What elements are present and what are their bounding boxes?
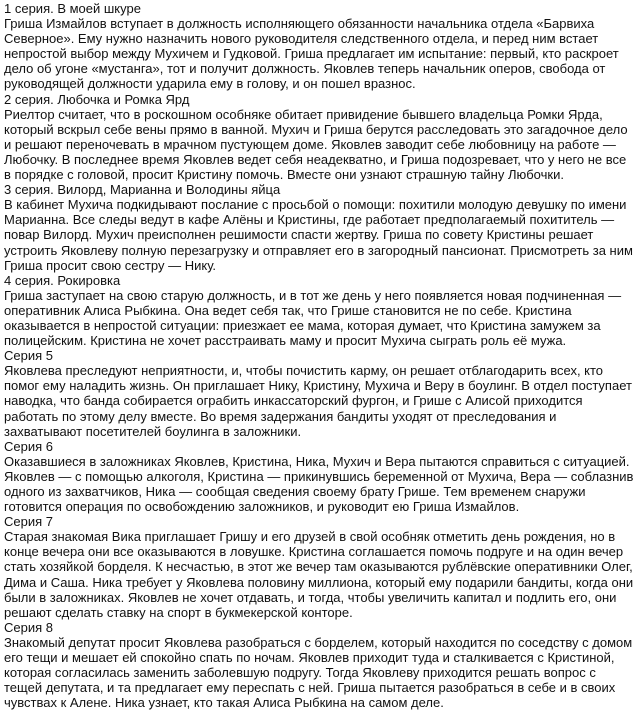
- episode-2-description: Риелтор считает, что в роскошном особняке обитает привидение бывшего владельца Ромки Ярда, который вскрыл себе вены прямо в ванной. Мухич и Гриша берутся расследовать это загадочное дело и решают переночевать в мрачном пустующем доме. Яковлев заводит себе любовницу на работе — Любочку. В последнее время Яковлев ведет себя неадекватно, и Гриша подозревает, что у него не все в порядке с головой, просит Кристину помочь. Вместе они узнают страшную тайну Любочки.: [4, 106, 628, 183]
- episode-2: [4, 92, 634, 183]
- episode-5-title: Серия 5: [4, 348, 53, 364]
- episode-8: [4, 620, 634, 711]
- episode-6: [4, 439, 634, 514]
- episode-4-description: Гриша заступает на свою старую должность, и в тот же день у него появляется новая подчиненная — оперативник Алиса Рыбкина. Она ведет себя так, что Грише становится не по себе. Кристина оказывается в непростой ситуации: приезжает ее мама, которая думает, что Кристина замужем за полицейским. Кристина не хочет расстраивать маму и просит Мухича сыграть роль её мужа.: [4, 287, 622, 349]
- episode-1-title: 1 серия. В моей шкуре: [4, 1, 141, 16]
- episode-5: [4, 348, 634, 439]
- episode-1-description: Гриша Измайлов вступает в должность исполняющего обязанности начальника отдела «Барвиха Северное». Ему нужно назначить нового руководителя следственного отдела, и перед ним встает непростой выбор между Мухичем и Гудковой. Гриша предлагает им испытание: первый, кто раскроет дело об угоне «мустанга», тот и получит должность. Яковлев теперь начальник оперов, свобода от руководящей должности ударила ему в голову, и он пошел вразнос.: [4, 16, 619, 92]
- episode-1: [4, 1, 634, 92]
- episode-8-description: Знакомый депутат просит Яковлева разобраться с борделем, который находится по соседству с домом его тещи и мешает ей спокойно спать по ночам. Яковлев приходит туда и сталкивается с Кристиной, которая согласилась заменить заболевшую подругу. Тогда Яковлеву приходится решать вопрос с тещей депутата, и та предлагает ему переспать с ней. Гриша пытается разобраться в себе и в своих чувствах к Алене. Ника узнает, кто такая Алиса Рыбкина на самом деле.: [4, 634, 633, 711]
- episode-4: [4, 273, 634, 348]
- episode-2-title: 2 серия. Любочка и Ромка Ярд: [4, 91, 190, 107]
- episode-8-title: Серия 8: [4, 619, 53, 635]
- episode-7-description: Старая знакомая Вика приглашает Гришу и его друзей в свой особняк отметить день рождения, но в конце вечера они все оказываются в ловушке. Кристина соглашается помочь подруге и на один вечер стать хозяйкой борделя. К несчастью, в этот же вечер там оказываются рублёвские оперативники Олег, Дима и Саша. Ника требует у Яковлева половину миллиона, который ему подарили бандиты, когда они были в заложниках. Яковлев не хочет отдавать, и тогда, чтобы увеличить капитал и подлить его, они решают сделать ставку на спорт в букмекерской конторе.: [4, 529, 634, 620]
- episode-4-title: 4 серия. Рокировка: [4, 272, 121, 288]
- episode-7-title: Серия 7: [4, 514, 53, 530]
- episode-3-title: 3 серия. Вилорд, Марианна и Володины яйца: [4, 182, 281, 198]
- episode-3-description: В кабинет Мухича подкидывают послание с просьбой о помощи: похитили молодую девушку по имени Марианна. Все следы ведут в кафе Алёны и Кристины, где работает предполагаемый похититель — повар Вилорд. Мухич преисполнен решимости спасти жертву. Гриша по совету Кристины решает устроить Яковлеву полную перезагрузку и отправляет его в загородный пансионат. Присмотреть за ним Гриша просит свою сестру — Нику.: [4, 197, 633, 273]
- episode-6-title: Серия 6: [4, 438, 53, 454]
- episode-3: [4, 182, 634, 273]
- episode-6-description: Оказавшиеся в заложниках Яковлев, Кристина, Ника, Мухич и Вера пытаются справиться с ситуацией. Яковлев — с помощью алкоголя, Кристина — прикинувшись беременной от Мухича, Вера — соблазнив одного из захватчиков, Ника — сообщая сведения своему брату Грише. Тем временем снаружи готовится операция по освобождению заложников, и руководит ею Гриша Измайлов.: [4, 453, 634, 515]
- episode-5-description: Яковлева преследуют неприятности, и, чтобы почистить карму, он решает отблагодарить всех, кто помог ему наладить жизнь. Он приглашает Нику, Кристину, Мухича и Веру в боулинг. В отдел поступает наводка, что банда собирается ограбить инкассаторский фургон, и Грише с Алисой приходится работать по этому делу вместе. Во время задержания бандиты уходят от преследования и захватывают посетителей боулинга в заложники.: [4, 363, 632, 439]
- episode-7: [4, 514, 634, 620]
